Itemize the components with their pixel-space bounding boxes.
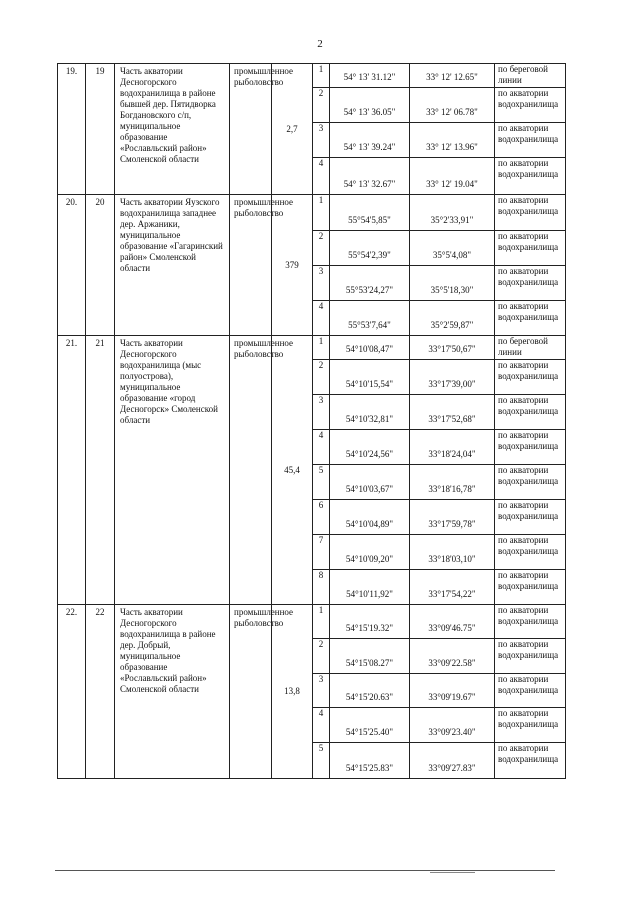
point-number: 6	[313, 500, 330, 535]
latitude: 54°10'09,20"	[330, 535, 410, 570]
latitude: 54° 13' 36.05"	[330, 88, 410, 123]
point-number: 1	[313, 336, 330, 360]
area-value: 45,4	[272, 336, 313, 605]
boundary-description: по акватории водохранилища	[495, 301, 566, 336]
longitude: 33°09'46.75"	[410, 605, 495, 639]
longitude: 35°2'59,87"	[410, 301, 495, 336]
boundary-description: по акватории водохранилища	[495, 231, 566, 266]
entry-number: 19.	[58, 64, 86, 195]
boundary-description: по акватории водохранилища	[495, 570, 566, 605]
boundary-description: по акватории водохранилища	[495, 395, 566, 430]
boundary-description: по акватории водохранилища	[495, 88, 566, 123]
longitude: 35°2'33,91"	[410, 195, 495, 231]
water-area-name: Часть акватории Десногорского водохранилища (мыс полуострова), муниципальное образование «город Десногорск» Смоленской области	[115, 336, 230, 605]
table-row	[58, 336, 566, 360]
boundary-description: по акватории водохранилища	[495, 195, 566, 231]
longitude: 33°18'24,04"	[410, 430, 495, 465]
boundary-description: по акватории водохранилища	[495, 535, 566, 570]
longitude: 33°18'16,78"	[410, 465, 495, 500]
point-number: 4	[313, 158, 330, 195]
latitude: 54° 13' 32.67"	[330, 158, 410, 195]
water-area-name: Часть акватории Десногорского водохранилища в районе бывшей дер. Пятидворка Богдановского с/п, муниципальное образование «Рославльский район» Смоленской области	[115, 64, 230, 195]
boundary-description: по акватории водохранилища	[495, 266, 566, 301]
longitude: 33°18'03,10"	[410, 535, 495, 570]
point-number: 4	[313, 708, 330, 743]
point-number: 2	[313, 639, 330, 674]
entry-index: 20	[86, 195, 115, 336]
point-number: 2	[313, 88, 330, 123]
latitude: 54°15'20.63"	[330, 674, 410, 708]
point-number: 8	[313, 570, 330, 605]
latitude: 55°54'2,39"	[330, 231, 410, 266]
entry-index: 19	[86, 64, 115, 195]
latitude: 54°10'04,89"	[330, 500, 410, 535]
longitude: 33°17'59,78"	[410, 500, 495, 535]
entry-number: 20.	[58, 195, 86, 336]
point-number: 3	[313, 674, 330, 708]
boundary-description: по акватории водохранилища	[495, 639, 566, 674]
longitude: 33° 12' 13.96"	[410, 123, 495, 158]
latitude: 54°15'19.32"	[330, 605, 410, 639]
longitude: 33°09'27.83"	[410, 743, 495, 779]
latitude: 54° 13' 31.12"	[330, 64, 410, 88]
area-value: 2,7	[272, 64, 313, 195]
boundary-description: по акватории водохранилища	[495, 743, 566, 779]
longitude: 33°17'50,67"	[410, 336, 495, 360]
boundary-description: по береговой линии	[495, 64, 566, 88]
point-number: 1	[313, 195, 330, 231]
table-row	[58, 195, 566, 231]
latitude: 55°53'7,64"	[330, 301, 410, 336]
point-number: 7	[313, 535, 330, 570]
longitude: 33°17'39,00"	[410, 360, 495, 395]
water-area-name: Часть акватории Десногорского водохранилища в районе дер. Добрый, муниципальное образование «Рославльский район» Смоленской области	[115, 605, 230, 779]
table-row	[58, 605, 566, 639]
point-number: 3	[313, 395, 330, 430]
point-number: 5	[313, 465, 330, 500]
longitude: 33° 12' 19.04"	[410, 158, 495, 195]
latitude: 54°10'15,54"	[330, 360, 410, 395]
boundary-description: по акватории водохранилища	[495, 500, 566, 535]
boundary-description: по береговой линии	[495, 336, 566, 360]
latitude: 54°10'24,56"	[330, 430, 410, 465]
longitude: 33° 12' 06.78"	[410, 88, 495, 123]
latitude: 54° 13' 39.24"	[330, 123, 410, 158]
latitude: 55°53'24,27"	[330, 266, 410, 301]
longitude: 33°17'54,22"	[410, 570, 495, 605]
entry-index: 21	[86, 336, 115, 605]
boundary-description: по акватории водохранилища	[495, 674, 566, 708]
latitude: 54°10'32,81"	[330, 395, 410, 430]
water-area-name: Часть акватории Яузского водохранилища западнее дер. Аржаники, муниципальное образование «Гагаринский район» Смоленской области	[115, 195, 230, 336]
longitude: 33°09'22.58"	[410, 639, 495, 674]
footer-rule	[55, 870, 555, 871]
latitude: 54°10'08,47"	[330, 336, 410, 360]
fishing-type: промышленное рыболовство	[230, 64, 272, 195]
area-value: 379	[272, 195, 313, 336]
point-number: 5	[313, 743, 330, 779]
longitude: 33° 12' 12.65"	[410, 64, 495, 88]
point-number: 3	[313, 266, 330, 301]
boundary-description: по акватории водохранилища	[495, 430, 566, 465]
point-number: 1	[313, 605, 330, 639]
entry-number: 21.	[58, 336, 86, 605]
latitude: 54°10'03,67"	[330, 465, 410, 500]
boundary-description: по акватории водохранилища	[495, 360, 566, 395]
longitude: 33°09'23.40"	[410, 708, 495, 743]
latitude: 54°10'11,92"	[330, 570, 410, 605]
point-number: 2	[313, 231, 330, 266]
water-area-table	[57, 63, 566, 779]
latitude: 54°15'08.27"	[330, 639, 410, 674]
point-number: 4	[313, 301, 330, 336]
area-value: 13,8	[272, 605, 313, 779]
longitude: 35°5'4,08"	[410, 231, 495, 266]
longitude: 35°5'18,30"	[410, 266, 495, 301]
boundary-description: по акватории водохранилища	[495, 158, 566, 195]
boundary-description: по акватории водохранилища	[495, 708, 566, 743]
page-number: 2	[317, 38, 323, 50]
latitude: 55°54'5,85"	[330, 195, 410, 231]
boundary-description: по акватории водохранилища	[495, 123, 566, 158]
longitude: 33°09'19.67"	[410, 674, 495, 708]
point-number: 2	[313, 360, 330, 395]
longitude: 33°17'52,68"	[410, 395, 495, 430]
boundary-description: по акватории водохранилища	[495, 465, 566, 500]
boundary-description: по акватории водохранилища	[495, 605, 566, 639]
point-number: 1	[313, 64, 330, 88]
fishing-type: промышленное рыболовство	[230, 336, 272, 605]
latitude: 54°15'25.83"	[330, 743, 410, 779]
point-number: 3	[313, 123, 330, 158]
entry-index: 22	[86, 605, 115, 779]
latitude: 54°15'25.40"	[330, 708, 410, 743]
entry-number: 22.	[58, 605, 86, 779]
fishing-type: промышленное рыболовство	[230, 605, 272, 779]
footer-rule-short	[430, 872, 475, 873]
table-row	[58, 64, 566, 88]
point-number: 4	[313, 430, 330, 465]
fishing-type: промышленное рыболовство	[230, 195, 272, 336]
